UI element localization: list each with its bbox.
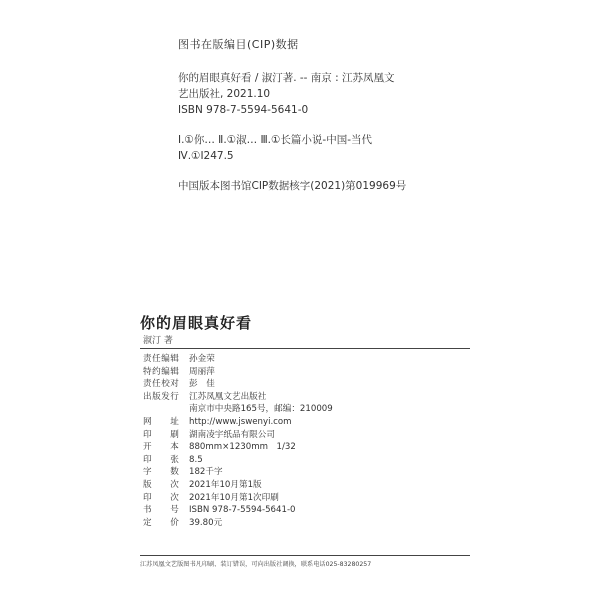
cip-line-publisher: 艺出版社, 2021.10 xyxy=(178,88,271,100)
cip-class-line-1: Ⅰ.①你… Ⅱ.①淑… Ⅲ.①长篇小说-中国-当代 xyxy=(178,134,373,146)
detail-label: 网 址 xyxy=(143,416,180,427)
divider-bottom xyxy=(140,555,470,556)
cip-line-isbn: ISBN 978-7-5594-5641-0 xyxy=(178,104,309,116)
divider-top xyxy=(140,348,470,349)
detail-label: 责任编辑 xyxy=(143,354,180,364)
book-title: 你的眉眼真好看 xyxy=(140,314,253,332)
detail-row-address xyxy=(143,403,473,416)
detail-value: 江苏凤凰文艺出版社 xyxy=(189,391,267,402)
detail-row-isbn xyxy=(143,504,473,517)
cip-header: 图书在版编目(CIP)数据 xyxy=(178,38,299,51)
detail-row-edition xyxy=(143,479,473,492)
detail-label: 印 次 xyxy=(143,492,180,503)
detail-row-special-editor xyxy=(143,366,473,379)
detail-value: ISBN 978-7-5594-5641-0 xyxy=(189,505,296,516)
detail-row-proofreader xyxy=(143,378,473,391)
detail-value: http://www.jswenyi.com xyxy=(189,416,292,427)
detail-row-word-count xyxy=(143,466,473,479)
cip-data-block xyxy=(178,36,478,193)
detail-label: 印 刷 xyxy=(143,429,180,440)
detail-value: 182千字 xyxy=(189,467,223,478)
detail-label: 字 数 xyxy=(143,467,180,478)
detail-value: 南京市中央路165号，邮编：210009 xyxy=(189,404,333,415)
detail-row-printing xyxy=(143,492,473,505)
publication-details xyxy=(143,353,473,529)
detail-label: 印 张 xyxy=(143,454,180,465)
detail-label: 版 次 xyxy=(143,479,180,490)
detail-value: 39.80元 xyxy=(189,517,223,528)
cip-class-line-2: Ⅳ.①I247.5 xyxy=(178,150,234,162)
detail-value: 孙金荣 xyxy=(189,354,215,364)
detail-value: 湖南凌宇纸品有限公司 xyxy=(189,429,275,440)
detail-row-price xyxy=(143,517,473,530)
detail-value: 8.5 xyxy=(189,454,203,465)
detail-label: 书 号 xyxy=(143,505,180,516)
detail-row-format xyxy=(143,441,473,454)
detail-value: 周丽萍 xyxy=(189,366,215,377)
book-author: 淑汀 著 xyxy=(143,336,173,346)
detail-value: 2021年10月第1次印刷 xyxy=(189,492,279,503)
cip-line-title: 你的眉眼真好看 / 淑汀著. -- 南京 : 江苏凤凰文 xyxy=(178,72,395,84)
cip-record-number: 中国版本图书馆CIP数据核字(2021)第019969号 xyxy=(178,180,407,192)
detail-row-website xyxy=(143,416,473,429)
detail-row-editor xyxy=(143,353,473,366)
detail-label: 出版发行 xyxy=(143,391,180,402)
detail-label: 责任校对 xyxy=(143,379,180,390)
detail-value: 彭 佳 xyxy=(189,379,215,390)
cip-classification xyxy=(178,132,478,164)
detail-label: 特约编辑 xyxy=(143,366,180,377)
detail-label: 定 价 xyxy=(143,517,180,528)
detail-value: 2021年10月第1版 xyxy=(189,479,262,490)
detail-row-printer xyxy=(143,429,473,442)
detail-value: 880mm×1230mm 1/32 xyxy=(189,442,296,453)
detail-label: 开 本 xyxy=(143,442,180,453)
cip-bibliographic xyxy=(178,70,478,118)
detail-row-publisher xyxy=(143,391,473,404)
detail-row-sheets xyxy=(143,454,473,467)
footer-note: 江苏凤凰文艺版图书凡印刷、装订错误，可向出版社调换，联系电话025-83280257 xyxy=(140,561,372,568)
